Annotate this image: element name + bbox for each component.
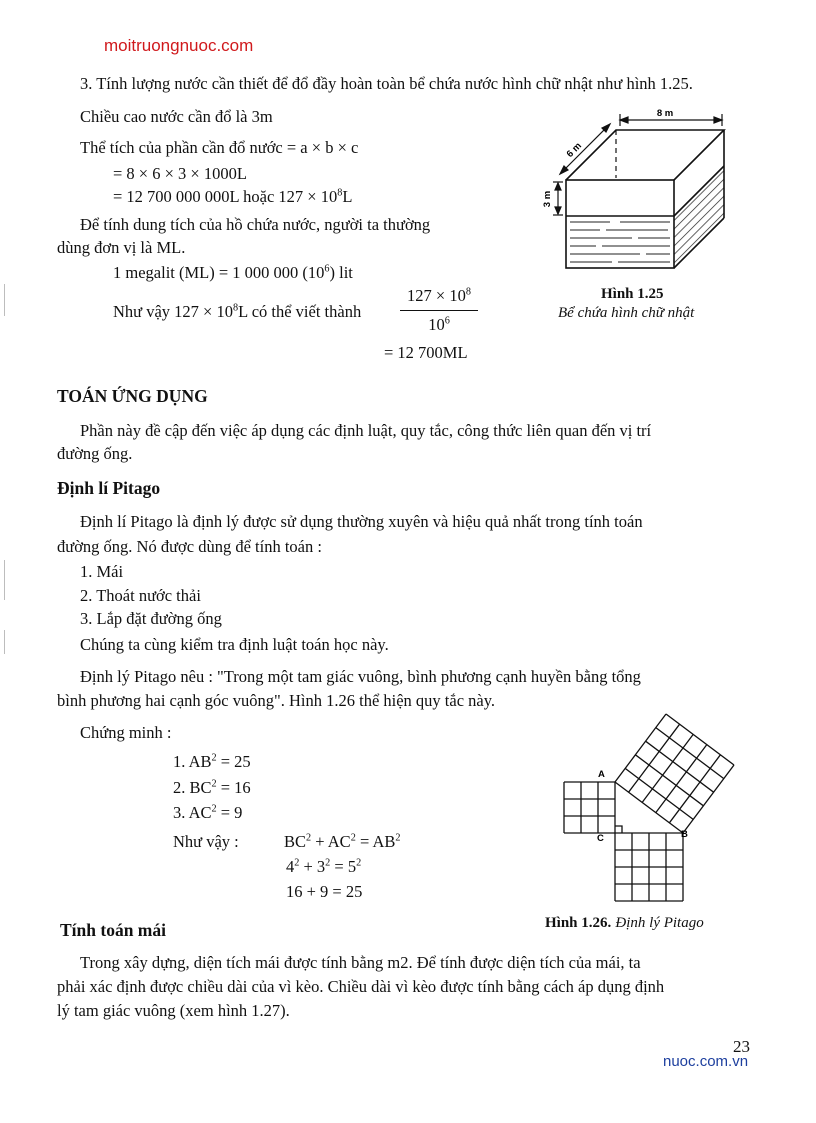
figure-125-title: Hình 1.25 <box>601 286 664 302</box>
calc2-text: = 12 700 000 000L hoặc 127 × 10 <box>113 187 338 206</box>
thus-label: Như vậy : <box>173 832 239 851</box>
eq1-b: + AC <box>311 832 351 851</box>
proof-line-3 <box>173 803 242 824</box>
fraction-denominator-text: 10 <box>428 314 445 334</box>
proof-label: Chứng minh : <box>80 723 172 742</box>
proof1-exponent: 2 <box>211 752 217 764</box>
use-item: 2. Thoát nước thải <box>80 586 201 605</box>
proof-line-1 <box>173 752 251 773</box>
figure-126-caption-line <box>545 912 704 933</box>
vertex-b-label: B <box>681 829 688 840</box>
figure-126-title: Hình 1.26. <box>545 915 612 931</box>
result-line: = 12 700ML <box>384 343 468 362</box>
fraction-denominator-exponent: 6 <box>444 315 450 327</box>
vertex-a-label: A <box>598 769 605 780</box>
scan-mark <box>4 284 5 316</box>
header-site-link[interactable]: moitruongnuoc.com <box>104 36 254 55</box>
figure-126-caption: Định lý Pitago <box>615 915 704 931</box>
proof3-exponent: 2 <box>211 803 217 815</box>
fraction <box>400 286 478 335</box>
roof-para-line-3: lý tam giác vuông (xem hình 1.27). <box>57 1001 290 1020</box>
applied-para-line-1: Phần này đề cập đến việc áp dụng các định luật, quy tắc, công thức liên quan đến vị trí <box>80 421 652 440</box>
calc2-unit: L <box>342 187 353 206</box>
roof-heading: Tính toán mái <box>60 920 166 940</box>
tank-height-line: Chiều cao nước cần đổ là 3m <box>80 107 273 126</box>
eq1-exp-b: 2 <box>350 832 356 844</box>
scan-mark <box>4 560 5 600</box>
thus-exponent: 8 <box>233 302 239 314</box>
eq1-exp-c: 2 <box>395 832 401 844</box>
page-number: 23 <box>733 1037 750 1056</box>
tank-figure <box>540 108 740 278</box>
dim-height-label: 3 m <box>542 190 553 208</box>
pythagoras-heading: Định lí Pitago <box>57 478 161 498</box>
eq2-c: = 5 <box>330 857 357 876</box>
figure-125-caption: Bể chứa hình chữ nhật <box>558 305 695 321</box>
eq2-b: + 3 <box>299 857 326 876</box>
vertex-c-label: C <box>597 833 604 844</box>
dim-length-label: 8 m <box>656 108 674 119</box>
proof2-value: = 16 <box>216 778 251 797</box>
tank-calc-2 <box>113 187 352 208</box>
square-bc <box>615 833 683 901</box>
eq1-exp-a: 2 <box>306 832 312 844</box>
statement-line-1: Định lý Pitago nêu : "Trong một tam giác vuông, bình phương cạnh huyền bằng tổng <box>80 667 641 686</box>
proof1-value: = 25 <box>216 752 251 771</box>
applied-para-line-2: đường ống. <box>57 444 133 463</box>
check-line: Chúng ta cùng kiểm tra định luật toán học này. <box>80 635 389 654</box>
eq2-a: 4 <box>286 857 295 876</box>
footer-site-link[interactable]: nuoc.com.vn <box>663 1053 749 1070</box>
fraction-bar <box>400 310 478 336</box>
megalit-exponent: 6 <box>324 263 330 275</box>
dim-width-label: 6 m <box>564 140 584 160</box>
statement-line-2: bình phương hai cạnh góc vuông". Hình 1.26 thể hiện quy tắc này. <box>57 691 496 710</box>
eq2-exp-c: 2 <box>356 857 362 869</box>
proof2-text: 2. BC <box>173 778 212 797</box>
fraction-numerator-exponent: 8 <box>465 286 471 298</box>
thus-line <box>113 302 361 323</box>
megalit-text: 1 megalit (ML) = 1 000 000 (10 <box>113 263 325 282</box>
proof3-text: 3. AC <box>173 803 212 822</box>
dim-height <box>553 182 563 215</box>
applied-heading: TOÁN ỨNG DỤNG <box>57 386 208 406</box>
equation-1 <box>284 832 401 853</box>
megalit-unit: ) lit <box>329 263 353 282</box>
pythagoras-para-line-2: đường ống. Nó được dùng để tính toán : <box>57 537 322 556</box>
tank-para-line-2: dùng đơn vị là ML. <box>57 238 186 257</box>
proof3-value: = 9 <box>216 803 243 822</box>
use-item: 1. Mái <box>80 562 124 581</box>
scan-mark <box>4 630 5 654</box>
eq2-exp-a: 2 <box>294 857 300 869</box>
proof2-exponent: 2 <box>211 778 217 790</box>
pythagoras-para-line-1: Định lí Pitago là định lý được sử dụng thường xuyên và hiệu quả nhất trong tính toán <box>80 512 643 531</box>
water-front-face <box>566 216 674 268</box>
equation-2 <box>286 857 361 878</box>
tank-calc-1: = 8 × 6 × 3 × 1000L <box>113 164 247 183</box>
pythagoras-figure <box>545 705 755 905</box>
megalit-line <box>113 263 353 284</box>
fraction-numerator-text: 127 × 10 <box>407 286 466 305</box>
eq2-exp-b: 2 <box>325 857 331 869</box>
eq1-c: = AB <box>355 832 396 851</box>
water-side-face <box>674 166 724 268</box>
proof-line-2 <box>173 778 251 799</box>
pythagoras-grids <box>564 714 734 901</box>
proof1-text: 1. AB <box>173 752 212 771</box>
fraction-numerator <box>400 286 478 307</box>
thus-text-b: L có thể viết thành <box>238 302 362 321</box>
square-ac <box>564 782 615 833</box>
thus-text-a: Như vậy 127 × 10 <box>113 302 233 321</box>
square-ab <box>615 714 734 833</box>
tank-item-3: 3. Tính lượng nước cần thiết để đổ đầy hoàn toàn bể chứa nước hình chữ nhật như hình 1.25. <box>80 74 693 93</box>
roof-para-line-2: phải xác định được chiều dài của vì kèo. Chiều dài vì kèo được tính bằng cách áp dụng định <box>57 977 665 996</box>
use-item: 3. Lắp đặt đường ống <box>80 609 222 628</box>
calc2-exponent: 8 <box>337 187 343 199</box>
eq1-a: BC <box>284 832 307 851</box>
roof-para-line-1: Trong xây dựng, diện tích mái được tính bằng m2. Để tính được diện tích của mái, ta <box>80 953 641 972</box>
right-angle-marker <box>615 826 622 833</box>
tank-volume-line: Thể tích của phần cần đổ nước = a × b × c <box>80 138 359 157</box>
tank-para-line-1: Để tính dung tích của hồ chứa nước, người ta thường <box>80 215 431 234</box>
equation-3: 16 + 9 = 25 <box>286 882 363 901</box>
